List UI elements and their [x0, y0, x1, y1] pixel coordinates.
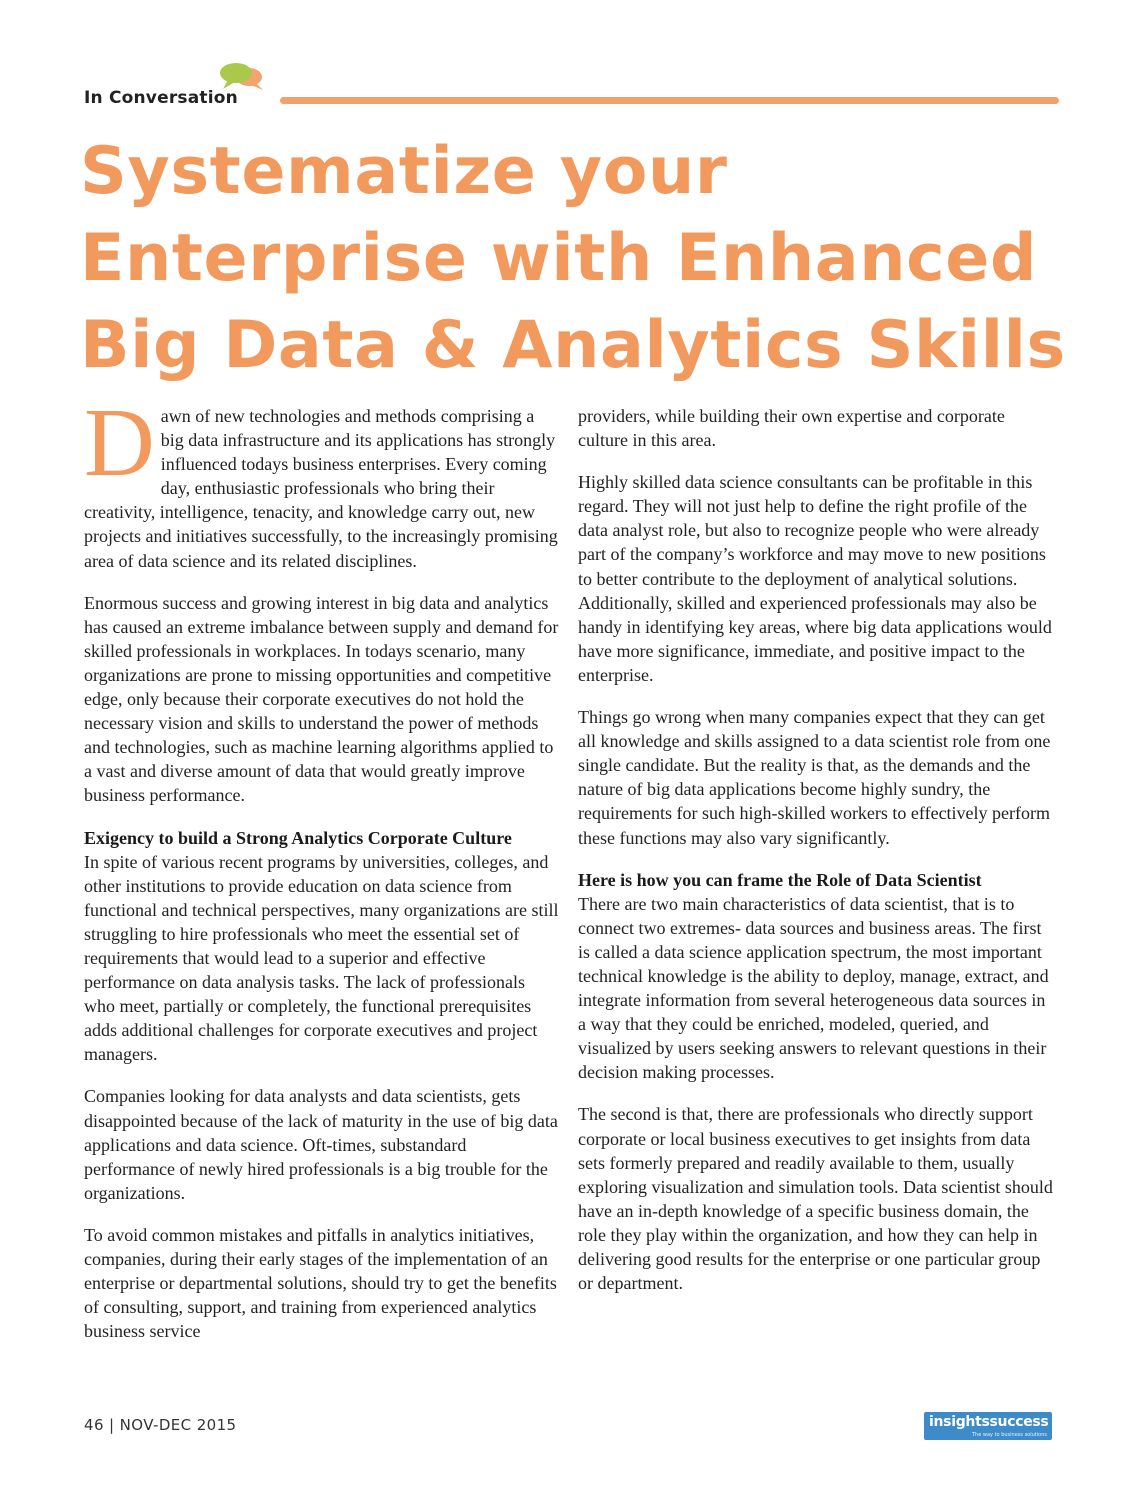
- section-header: [84, 62, 1060, 110]
- speech-bubbles-icon: [218, 62, 266, 96]
- section-heading: Exigency to build a Strong Analytics Corporate Culture: [84, 827, 512, 848]
- paragraph: providers, while building their own expertise and corporate culture in this area.: [578, 406, 1005, 451]
- article-headline: Systematize your Enterprise with Enhanced Big Data & Analytics Skills: [80, 134, 1066, 383]
- paragraph: There are two main characteristics of data scientist, that is to connect two extremes- data sources and business areas. The first is called a data science application spectrum, the most important technical knowledge is the ability to deploy, manage, extract, and integrate information from several heterogeneous data sources in a way that they could be enriched, modeled, queried, and visualized by users seeking answers to relevant questions in their decision making processes.: [578, 893, 1049, 1083]
- brand-name: insightssuccess: [929, 1414, 1049, 1430]
- brand-logo: [924, 1412, 1052, 1440]
- paragraph: The second is that, there are professionals who directly support corporate or local business executives to get insights from data sets formerly prepared and readily available to them, usually exploring visualization and simulation tools. Data scientist should have an in-depth knowledge of a specific business domain, the role they play within the organization, and how they can help in delivering good results for the enterprise or one particular group or department.: [578, 1104, 1053, 1294]
- section-label: In Conversation: [84, 88, 238, 108]
- paragraph: To avoid common mistakes and pitfalls in analytics initiatives, companies, during their early stages of the implementation of an enterprise or departmental solutions, should try to get the benefits of consulting, support, and training from experienced analytics business service: [84, 1224, 557, 1342]
- paragraph: Companies looking for data analysts and data scientists, gets disappointed because of the lack of maturity in the use of big data applications and data science. Oft-times, substandard performance of newly hired professionals is a big trouble for the organizations.: [84, 1086, 558, 1203]
- header-rule: [280, 97, 1059, 104]
- brand-tagline: The way to business solutions: [972, 1432, 1047, 1438]
- article-column-right: [578, 404, 1054, 1313]
- paragraph: Things go wrong when many companies expect that they can get all knowledge and skills assigned to a data scientist role from one single candidate. But the reality is that, as the demands and the nature of big data applications become highly sundry, the requirements for such high-skilled workers to effectively perform these functions may also vary significantly.: [578, 707, 1051, 848]
- article-column-left: [84, 389, 559, 1361]
- paragraph: Enormous success and growing interest in big data and analytics has caused an extreme imbalance between supply and demand for skilled professionals in workplaces. In todays scenario, many organizations are prone to missing opportunities and competitive edge, only because their corporate executives do not hold the necessary vision and skills to understand the power of methods and technologies, such as machine learning algorithms applied to a vast and diverse amount of data that would greatly improve business performance.: [84, 592, 559, 806]
- page-footer-info: 46 | NOV-DEC 2015: [84, 1416, 237, 1434]
- intro-text: awn of new technologies and methods comprising a big data infrastructure and its applications has strongly influenced todays business enterprises. Every coming day, enthusiastic professionals who bring their creativity, intelligence, tenacity, and knowledge carry out, new projects and initiatives successfully, to the increasingly promising area of data science and its related disciplines.: [84, 406, 558, 571]
- intro-paragraph: [84, 389, 559, 573]
- section-heading: Here is how you can frame the Role of Data Scientist: [578, 869, 982, 890]
- paragraph: In spite of various recent programs by universities, colleges, and other institutions to provide education on data science from functional and technical perspectives, many organizations are still struggling to hire professionals who meet the essential set of requirements that would lead to a superior and effective performance on data analysis tasks. The lack of professionals who meet, partially or completely, the functional prerequisites adds additional challenges for corporate executives and project managers.: [84, 851, 559, 1065]
- paragraph: Highly skilled data science consultants can be profitable in this regard. They will not just help to define the right profile of the data analyst role, but also to recognize people who were already part of the company’s workforce and may move to new positions to better contribute to the deployment of analytical solutions. Additionally, skilled and experienced professionals may also be handy in identifying key areas, where big data applications would have more significance, immediate, and positive impact to the enterprise.: [578, 472, 1052, 685]
- drop-cap: D: [84, 389, 155, 497]
